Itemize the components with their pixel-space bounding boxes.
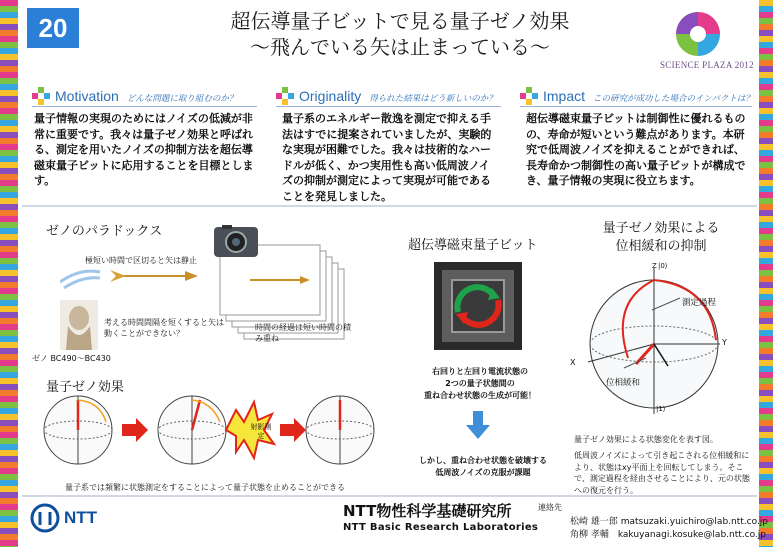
motivation-mark-icon xyxy=(32,87,50,105)
flying-arrow-icon xyxy=(60,262,200,292)
title-line-2: ～飛んでいる矢は止まっている～ xyxy=(250,35,550,59)
progress-arrow-1 xyxy=(122,418,148,442)
ntt-logo-icon xyxy=(30,503,60,533)
bloch-sphere-3 xyxy=(306,396,374,464)
originality-header xyxy=(276,86,497,106)
impact-body: 超伝導磁束量子ビットは制御性に優れるものの、寿命が短いという難点があります。本研究で低周波ノイズを抑えることができれば、長寿命かつ制御性の高い量子ビットが構成でき、量子情報の実現に役立ちます。 xyxy=(526,112,746,187)
bloch-caption-title: 量子ゼノ効果による状態変化を表す図。 xyxy=(574,435,718,444)
science-plaza-emblem-icon xyxy=(660,8,750,60)
bloch-caption-body: 低周波ノイズによって引き起こされる位相緩和により、状態はxy平面上を回転してしまう。そこで、測定過程を経由させることにより、元の状態への復元を行う。 xyxy=(574,451,750,495)
quantum-zeno-caption: 量子系では頻繁に状態測定をすることによって量子状態を止めることができる xyxy=(65,483,345,492)
originality-rule xyxy=(276,106,501,107)
zeno-paradox-heading: ゼノのパラドックス xyxy=(46,224,163,239)
flux-qubit-caption-2: 2つの量子状態間の xyxy=(445,379,515,388)
contact-2[interactable]: 角柳 孝輔 kakuyanagi.kosuke@lab.ntt.co.jp xyxy=(570,530,767,540)
flux-qubit-caption-3: 重ね合わせ状態の生成が可能！ xyxy=(424,391,536,400)
ntt-wordmark: NTT xyxy=(64,508,98,527)
flux-qubit-result-1: しかし、重ね合わせ状態を破壊する xyxy=(419,456,547,465)
contact-1[interactable]: 松崎 雄一郎 matsuzaki.yuichiro@lab.ntt.co.jp xyxy=(570,517,769,527)
originality-mark-icon xyxy=(276,87,294,105)
down-arrow-icon xyxy=(466,411,490,439)
dephasing-heading xyxy=(596,220,726,256)
zeno-short-time-caption: 極短い時間で区切ると矢は静止 xyxy=(85,256,197,265)
bloch-sphere-2 xyxy=(158,396,226,464)
lab-name-en: NTT Basic Research Laboratories xyxy=(343,522,539,533)
motivation-question: どんな問題に取り組むのか？ xyxy=(126,93,238,104)
impact-rule xyxy=(520,106,752,107)
state-0-label: |0⟩ xyxy=(658,262,668,270)
axis-y-label: Y xyxy=(722,338,727,347)
time-flow-caption: 時間の経過は短い時間の積み重ね xyxy=(255,323,351,343)
originality-title: Originality xyxy=(299,88,362,104)
projective-measurement-label: 射影測定 xyxy=(250,423,272,440)
left-color-stripes xyxy=(0,0,18,547)
bloch-sphere-diagram xyxy=(570,262,740,422)
motivation-title: Motivation xyxy=(55,88,119,104)
zeno-bust-icon xyxy=(60,300,98,350)
flux-qubit-micrograph xyxy=(434,262,522,350)
originality-question: 得られた結果はどう新しいのか？ xyxy=(369,93,497,104)
flux-qubit-result-2: 低周波ノイズの克服が課題 xyxy=(435,468,531,477)
poster-number-badge: 20 xyxy=(27,8,79,48)
section-divider xyxy=(22,205,757,207)
motivation-body: 量子情報の実現のためにはノイズの低減が非常に重要です。我々は量子ゼノ効果と呼ばれる、測定を用いたノイズの抑制方法を超伝導磁束量子ビットに応用することを目標とします。 xyxy=(34,112,254,187)
flux-qubit-result xyxy=(408,455,558,479)
zeno-question-caption: 考える時間間隔を短くすると矢は動くことができない？ xyxy=(104,318,224,338)
quantum-zeno-heading: 量子ゼノ効果 xyxy=(46,380,124,395)
impact-title: Impact xyxy=(543,88,586,104)
motivation-rule xyxy=(32,106,257,107)
science-plaza-label: SCIENCE PLAZA 2012 xyxy=(660,60,754,70)
axis-z-label: Z xyxy=(652,262,657,270)
lab-name-jp: NTT物性科学基礎研究所 xyxy=(343,502,512,520)
impact-question: この研究が成功した場合のインパクトは？ xyxy=(593,93,754,104)
contact-label: 連絡先 xyxy=(538,503,562,512)
flux-qubit-heading: 超伝導磁束量子ビット xyxy=(408,238,538,253)
measurement-process-label: 測定過程 xyxy=(682,298,717,308)
originality-body: 量子系のエネルギー散逸を測定で抑える手法はすでに提案されていましたが、実験的な実現が困難でした。我々は技術的なハードルが低く、かつ実用性も高い低周波ノイズの抑制が測定によって実現が可能であることを発見しました。 xyxy=(282,112,492,203)
title-line-1: 超伝導量子ビットで見る量子ゼノ効果 xyxy=(230,9,570,33)
dephasing-heading-1: 量子ゼノ効果による xyxy=(602,221,720,236)
flux-qubit-caption-1: 右回りと左回り電流状態の xyxy=(432,367,528,376)
quantum-zeno-sequence-diagram xyxy=(40,388,380,473)
ntt-logo xyxy=(30,503,97,533)
progress-arrow-2 xyxy=(280,418,306,442)
science-plaza-logo xyxy=(660,8,754,78)
footer-divider xyxy=(22,495,757,497)
dephasing-heading-2: 位相緩和の抑制 xyxy=(615,239,707,254)
state-1-label: |1⟩ xyxy=(656,405,666,413)
right-color-stripes xyxy=(759,0,773,547)
poster-title xyxy=(170,8,630,60)
impact-header xyxy=(520,86,754,106)
impact-mark-icon xyxy=(520,87,538,105)
bloch-sphere-1 xyxy=(44,396,112,464)
motivation-header xyxy=(32,86,237,106)
flux-qubit-caption xyxy=(405,366,555,402)
dephasing-label: 位相緩和 xyxy=(606,378,641,388)
zeno-era-caption: ゼノ BC490～BC430 xyxy=(32,354,111,363)
axis-x-label: X xyxy=(570,358,576,367)
